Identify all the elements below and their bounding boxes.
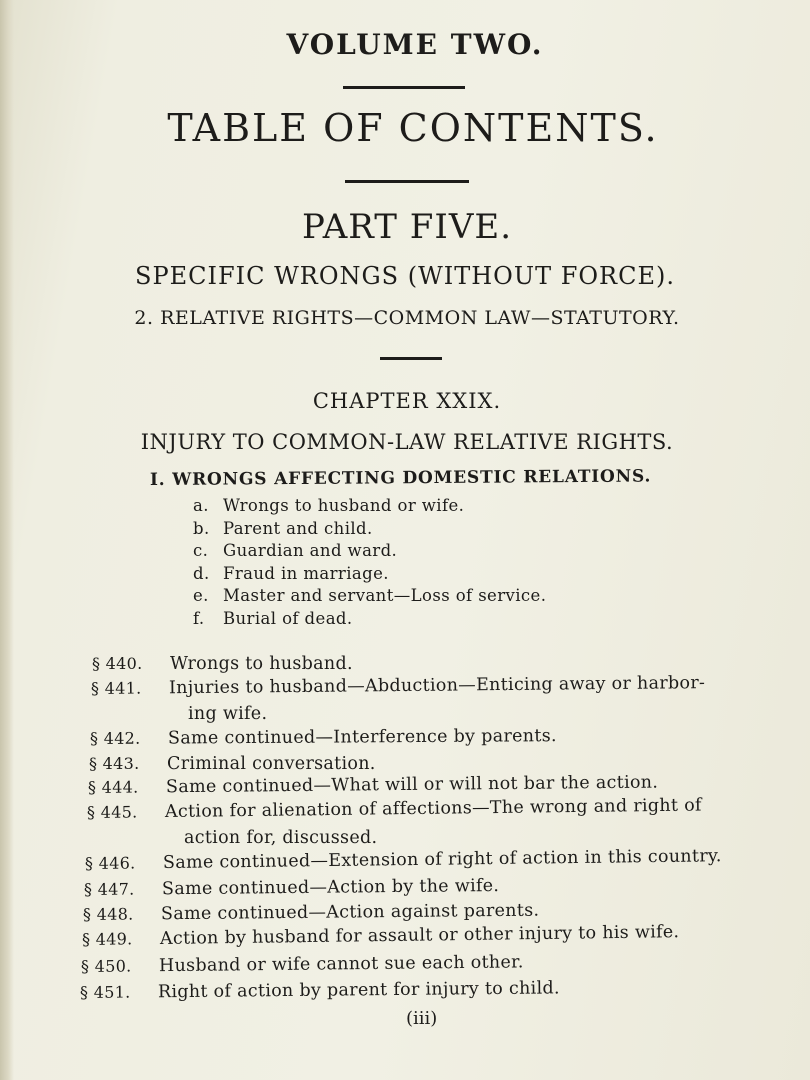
toc-entry	[82, 922, 680, 950]
sub-item-text: Fraud in marriage.	[223, 564, 389, 583]
chapter-heading: CHAPTER XXIX.	[312, 389, 502, 413]
list-item	[193, 541, 397, 560]
part-subtitle: SPECIFIC WRONGS (WITHOUT FORCE).	[135, 262, 675, 290]
section-number: § 445.	[86, 802, 138, 822]
sub-item-letter: d.	[193, 564, 210, 583]
section-title: Same continued—Action against parents.	[160, 900, 540, 925]
toc-entry	[83, 901, 539, 925]
rule-divider	[345, 180, 469, 183]
list-item	[193, 609, 353, 628]
list-item	[193, 496, 464, 515]
sub-item-letter: e.	[193, 586, 209, 605]
sub-item-letter: b.	[193, 519, 210, 538]
toc-entry	[87, 795, 702, 823]
sub-item-letter: c.	[193, 541, 209, 560]
list-item	[193, 519, 373, 538]
section-number: § 442.	[89, 728, 141, 748]
sub-item-text: Parent and child.	[223, 519, 373, 538]
section-title: Action for alienation of affections—The wrong and right of	[164, 795, 702, 823]
section-title: Wrongs to husband.	[170, 654, 353, 674]
rule-divider	[343, 86, 465, 89]
sub-item-letter: a.	[193, 496, 209, 515]
section-number: § 448.	[82, 904, 134, 924]
toc-entry	[92, 654, 353, 674]
part-heading: PART FIVE.	[302, 207, 512, 247]
section-title: Same continued—Interference by parents.	[167, 726, 557, 749]
section-number: § 447.	[83, 879, 135, 899]
section-title: Injuries to husband—Abduction—Enticing away or harbor-	[168, 673, 706, 699]
section-number: § 451.	[79, 982, 131, 1002]
section-number: § 443.	[89, 754, 140, 773]
toc-entry	[89, 754, 376, 774]
section-title: Same continued—What will or will not bar the action.	[165, 772, 659, 798]
list-item	[193, 564, 389, 583]
list-item	[193, 586, 546, 605]
section-title: Same continued—Action by the wife.	[161, 876, 500, 900]
section-title: Right of action by parent for injury to child.	[157, 978, 560, 1003]
toc-entry	[91, 673, 705, 699]
section-number: § 446.	[84, 853, 136, 873]
section-title: Action by husband for assault or other injury to his wife.	[159, 922, 680, 949]
section-number: § 440.	[92, 654, 143, 673]
section-title: Criminal conversation.	[167, 754, 376, 774]
toc-entry-continuation: action for, discussed.	[184, 828, 378, 848]
section-heading: I. WRONGS AFFECTING DOMESTIC RELATIONS.	[149, 466, 652, 490]
section-title: Same continued—Extension of right of action in this country.	[162, 846, 722, 874]
toc-entry	[90, 726, 557, 749]
table-of-contents-title: TABLE OF CONTENTS.	[167, 106, 659, 150]
toc-entry	[84, 876, 499, 900]
sub-item-text: Wrongs to husband or wife.	[223, 496, 465, 515]
section-number: § 441.	[90, 678, 142, 698]
volume-heading: VOLUME TWO.	[286, 28, 544, 61]
toc-entry	[88, 773, 658, 798]
toc-entry	[80, 978, 560, 1003]
part-division: 2. RELATIVE RIGHTS—COMMON LAW—STATUTORY.	[134, 307, 680, 329]
section-number: § 444.	[87, 777, 139, 797]
page-number: (iii)	[406, 1008, 438, 1029]
section-number: § 449.	[81, 929, 133, 949]
sub-item-text: Burial of dead.	[223, 609, 353, 628]
section-number: § 450.	[80, 956, 132, 976]
section-title: Husband or wife cannot sue each other.	[158, 952, 524, 977]
sub-item-text: Master and servant—Loss of service.	[223, 586, 547, 605]
rule-divider	[380, 357, 442, 360]
toc-entry-continuation: ing wife.	[188, 704, 268, 724]
sub-item-text: Guardian and ward.	[223, 541, 398, 560]
page-gutter-edge	[0, 0, 14, 1080]
toc-entry	[85, 846, 722, 874]
sub-item-letter: f.	[193, 609, 205, 628]
chapter-title: INJURY TO COMMON-LAW RELATIVE RIGHTS.	[140, 430, 674, 454]
toc-entry	[81, 952, 524, 977]
